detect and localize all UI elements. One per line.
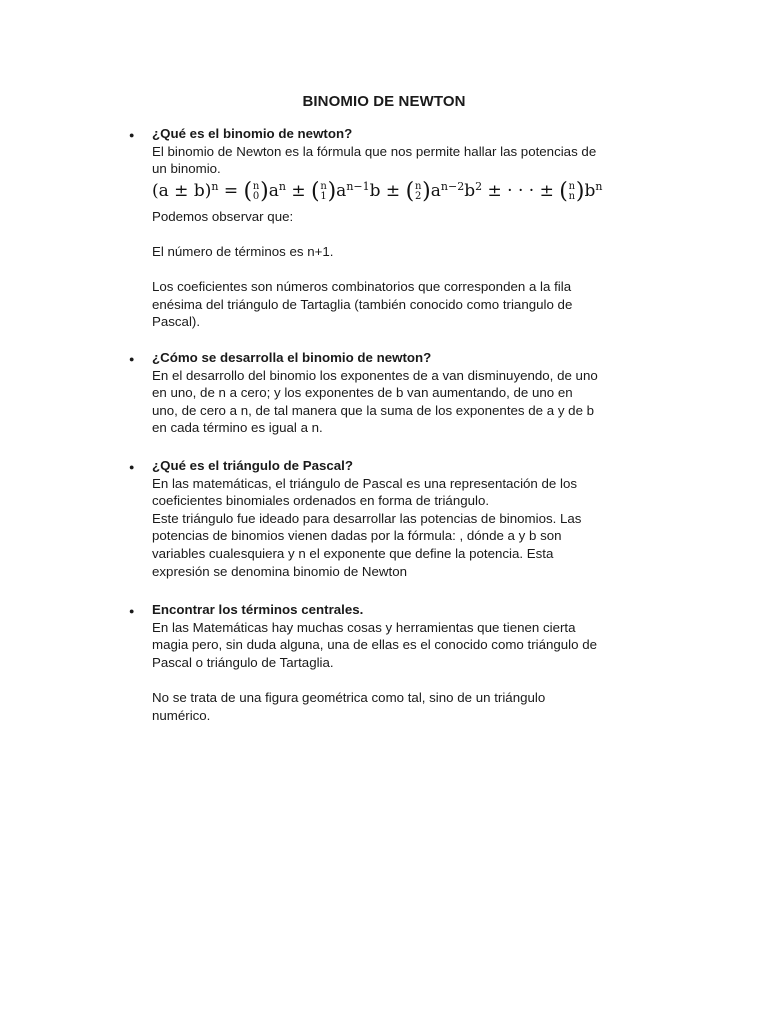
bullet-icon: ●: [129, 354, 135, 364]
section-body: [152, 457, 667, 580]
text-line: numérico.: [152, 707, 211, 723]
section-body: [152, 601, 667, 724]
paragraph-gap: [152, 261, 667, 279]
text-line: Pascal o triángulo de Tartaglia.: [152, 654, 334, 670]
section-body: [152, 349, 667, 437]
text-line: No se trata de una figura geométrica como tal, sino de un triángulo: [152, 689, 546, 705]
text-line: Podemos observar que:: [152, 208, 294, 224]
binomial-coefficient: ( n 0 ): [243, 178, 269, 204]
text-line: uno, de cero a n, de tal manera que la suma de los exponentes de a y de b: [152, 402, 595, 418]
formula-equals: =: [223, 181, 239, 202]
text-line: El binomio de Newton es la fórmula que nos permite hallar las potencias de: [152, 143, 597, 159]
binomial-coefficient: ( n 1 ): [310, 178, 337, 204]
text-line: potencias de binomios vienen dadas por la fórmula: , dónde a y b son: [152, 528, 562, 544]
text-line: en cada término es igual a n.: [152, 420, 323, 436]
text-line: Pascal).: [152, 314, 201, 330]
text-line: expresión se denomina binomio de Newton: [152, 563, 408, 579]
text-line: en uno, de n a cero; y los exponentes de b van aumentando, de uno en: [152, 385, 573, 401]
text-line: un binomio.: [152, 161, 221, 177]
paragraph-gap: [152, 671, 667, 689]
binomial-coefficient: ( n 2 ): [405, 178, 431, 204]
text-line: magia pero, sin duda alguna, una de ellas es el conocido como triángulo de: [152, 637, 598, 653]
section-body: [152, 125, 667, 331]
text-line: El número de términos es n+1.: [152, 243, 334, 259]
text-line: En el desarrollo del binomio los exponentes de a van disminuyendo, de uno: [152, 367, 598, 383]
section-heading: ¿Cómo se desarrolla el binomio de newton?: [152, 350, 432, 365]
bullet-icon: ●: [129, 462, 135, 472]
text-line: coeficientes binomiales ordenados en forma de triángulo.: [152, 493, 490, 509]
text-line: variables cualesquiera y n el exponente que define la potencia. Esta: [152, 545, 554, 561]
formula-lhs-exp: n: [211, 179, 219, 193]
text-line: En las Matemáticas hay muchas cosas y herramientas que tienen cierta: [152, 619, 576, 635]
binomial-coefficient: ( n n ): [559, 178, 585, 204]
section-heading: ¿Qué es el binomio de newton?: [152, 126, 353, 141]
text-line: Este triángulo fue ideado para desarrollar las potencias de binomios. Las: [152, 510, 582, 526]
paragraph-gap: [152, 225, 667, 243]
text-line: enésima del triángulo de Tartaglia (también conocido como triangulo de: [152, 296, 573, 312]
section-heading: ¿Qué es el triángulo de Pascal?: [152, 458, 353, 473]
binomial-formula: $(a \pm b)^n$ = ( n 0 )$a^n$ ± ( n 1 )$a^{n-1}b$ ± ( n 2 )$a^{n-2}b^2$ ± · · · ± ( n n )$b^n$: [152, 178, 603, 204]
page-title: BINOMIO DE NEWTON: [302, 93, 466, 110]
bullet-icon: ●: [129, 130, 135, 140]
text-line: En las matemáticas, el triángulo de Pascal es una representación de los: [152, 475, 578, 491]
text-line: Los coeficientes son números combinatorios que corresponden a la fila: [152, 279, 572, 295]
bullet-icon: ●: [129, 606, 135, 616]
formula-lhs: (a ± b): [152, 181, 212, 202]
section-heading: Encontrar los términos centrales.: [152, 602, 364, 617]
